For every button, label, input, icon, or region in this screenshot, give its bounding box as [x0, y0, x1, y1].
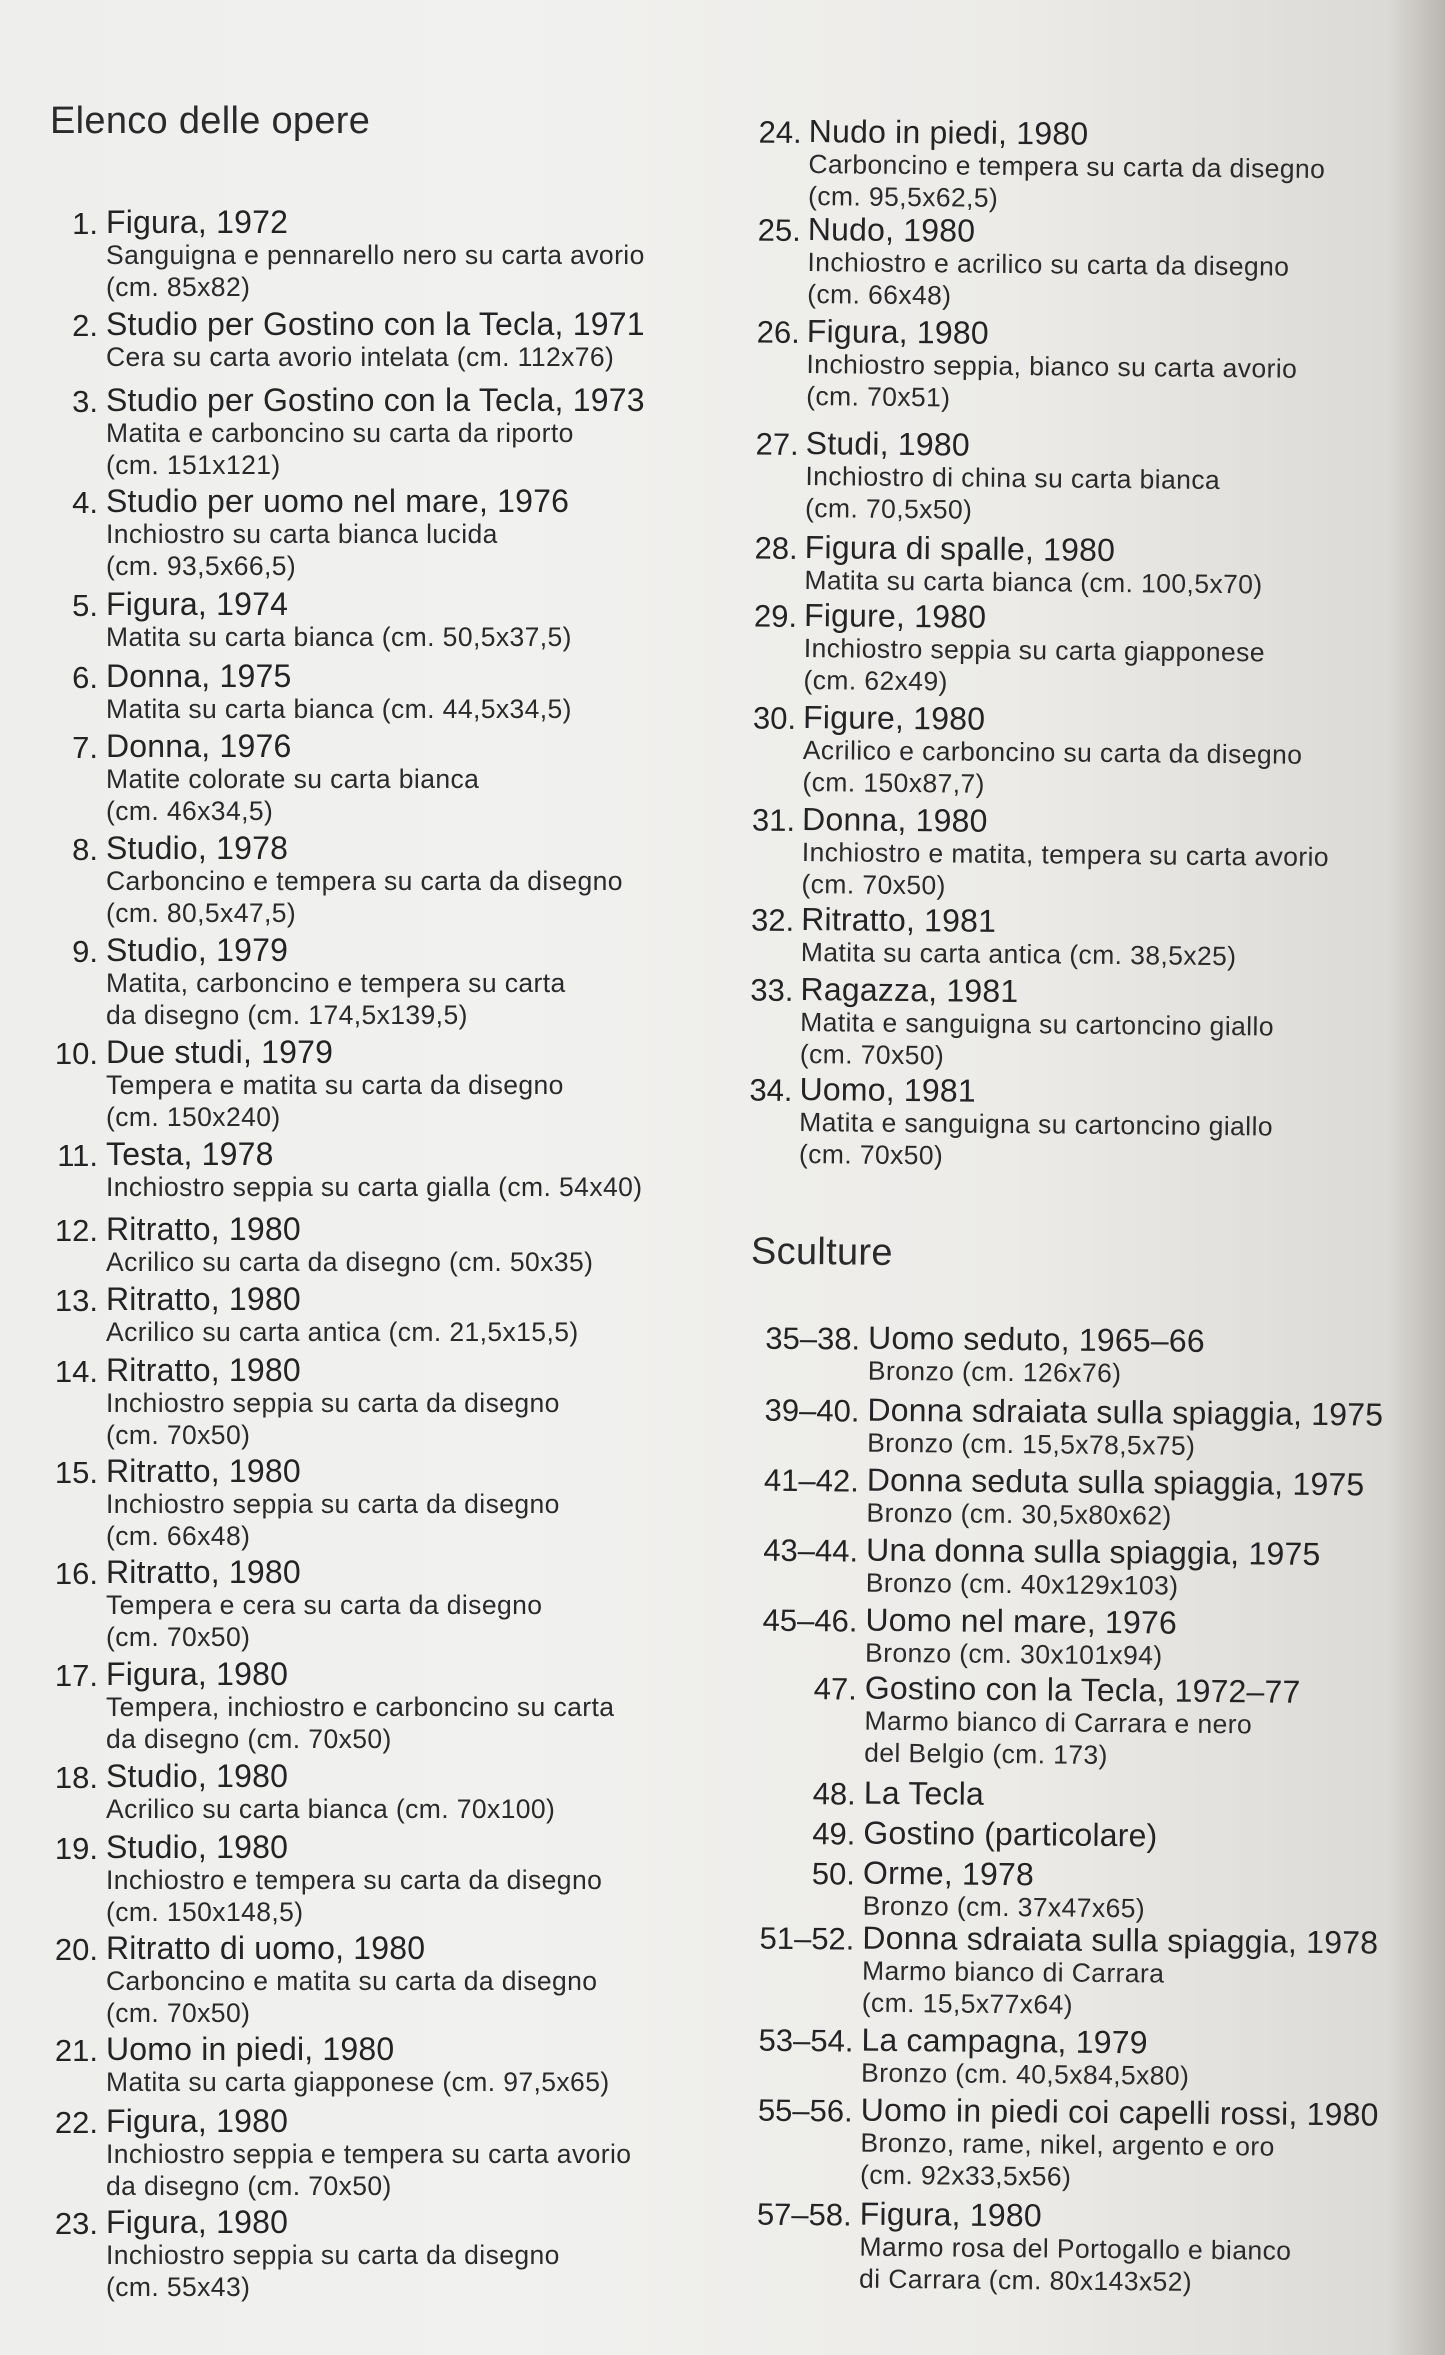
- entry-title: Uomo nel mare, 1976: [865, 1601, 1178, 1641]
- entry-title: Ritratto, 1980: [106, 1352, 301, 1388]
- description-line: Acrilico e carboncino su carta da disegno: [802, 735, 1303, 770]
- description-line: (cm. 150x148,5): [106, 1897, 304, 1927]
- entry-number: 31.: [751, 802, 796, 838]
- entry-number: 27.: [755, 426, 799, 462]
- description-line: Marmo bianco di Carrara e nero: [864, 1705, 1253, 1740]
- entry-description: [801, 936, 1237, 972]
- entry-number: 4.: [72, 485, 98, 520]
- entry-title: Figura, 1980: [106, 1656, 289, 1692]
- entry-number: 24.: [758, 114, 802, 150]
- description-line: Inchiostro seppia su carta giapponese: [803, 633, 1266, 668]
- entry-description: [808, 148, 1325, 217]
- entry-description: [801, 836, 1329, 905]
- works-list-continued: [700, 0, 1445, 1171]
- entry-title: Donna sdraiata sulla spiaggia, 1975: [867, 1391, 1384, 1433]
- entry-title: Figura di spalle, 1980: [804, 529, 1116, 569]
- entry-title: Ritratto, 1980: [106, 1281, 301, 1317]
- entry-title: Ritratto, 1980: [106, 1211, 301, 1247]
- description-line: (cm. 55x43): [106, 2272, 251, 2302]
- entry-description: [859, 2231, 1292, 2299]
- entry-number: 53–54.: [758, 2022, 854, 2059]
- description-line: Matita, carboncino e tempera su carta: [106, 968, 566, 998]
- description-line: (cm. 66x48): [807, 279, 952, 311]
- entry-number: 49.: [812, 1816, 856, 1852]
- description-line: Acrilico su carta antica (cm. 21,5x15,5): [106, 1317, 579, 1347]
- description-line: Matita su carta bianca (cm. 100,5x70): [804, 565, 1263, 600]
- entry-title: Figure, 1980: [802, 699, 986, 737]
- description-line: del Belgio (cm. 173): [864, 1737, 1108, 1770]
- entry-number: 10.: [54, 1036, 98, 1071]
- entry-title: Studio, 1980: [106, 1758, 289, 1794]
- entry-description: [106, 239, 645, 303]
- entry-number: 1.: [72, 206, 98, 241]
- entry-description: [106, 1488, 560, 1552]
- entry-title: Donna, 1975: [106, 658, 292, 694]
- entry-title: Uomo, 1981: [799, 1071, 977, 1109]
- description-line: Carboncino e tempera su carta da disegno: [808, 149, 1326, 185]
- entry-number: 34.: [749, 1072, 793, 1108]
- entry-description: [799, 1106, 1273, 1175]
- entry-description: [106, 518, 569, 582]
- entry-description: [807, 246, 1289, 315]
- entry-title: Studio per Gostino con la Tecla, 1973: [106, 382, 645, 418]
- description-line: da disegno (cm. 70x50): [106, 1724, 392, 1754]
- entry-description: [803, 632, 1265, 700]
- description-line: Inchiostro seppia su carta gialla (cm. 54x40): [106, 1172, 643, 1202]
- entry-number: 51–52.: [759, 1920, 855, 1957]
- entry-number: 6.: [72, 660, 98, 695]
- entry-description: [800, 1006, 1274, 1075]
- entry-title: La campagna, 1979: [861, 2021, 1148, 2061]
- entry-description: [106, 1387, 560, 1451]
- entry-number: 3.: [72, 384, 98, 419]
- entry-number: 57–58.: [756, 2196, 852, 2233]
- description-line: da disegno (cm. 174,5x139,5): [106, 1000, 468, 1030]
- entry-number: 32.: [750, 902, 795, 938]
- entry-number: 30.: [752, 700, 797, 736]
- entry-title: Studio, 1980: [106, 1829, 289, 1865]
- description-line: da disegno (cm. 70x50): [106, 2171, 392, 2201]
- entry-description: [106, 1589, 542, 1653]
- entry-number: 20.: [54, 1932, 98, 1967]
- entry-number: 41–42.: [763, 1462, 859, 1499]
- entry-description: [106, 621, 572, 653]
- entry-description: [802, 734, 1302, 803]
- entry-title: Gostino con la Tecla, 1972–77: [864, 1669, 1301, 1710]
- entry-description: [861, 2057, 1189, 2092]
- description-line: (cm. 70x50): [801, 869, 946, 901]
- description-line: Matita su carta bianca (cm. 44,5x34,5): [106, 694, 572, 724]
- entry-description: [106, 1171, 642, 1203]
- description-line: (cm. 66x48): [106, 1521, 251, 1551]
- entry-number: 2.: [72, 308, 98, 343]
- description-line: Inchiostro seppia e tempera su carta avorio: [106, 2139, 632, 2169]
- entry-number: 29.: [753, 598, 798, 634]
- description-line: (cm. 151x121): [106, 450, 281, 480]
- entry-description: [106, 1316, 579, 1348]
- entry-title: Figure, 1980: [803, 597, 987, 635]
- entry-description: [860, 2127, 1378, 2196]
- description-line: Bronzo, rame, nikel, argento e oro: [860, 2127, 1275, 2162]
- entry-description: [106, 865, 623, 929]
- description-line: (cm. 85x82): [106, 272, 251, 302]
- entry-number: 9.: [72, 934, 98, 969]
- entry-description: [866, 1497, 1364, 1534]
- description-line: Sanguigna e pennarello nero su carta avorio: [106, 240, 645, 270]
- entry-description: [106, 341, 645, 373]
- entry-title: Ritratto, 1980: [106, 1554, 301, 1590]
- entry-number: 22.: [54, 2105, 98, 2140]
- description-line: Bronzo (cm. 37x47x65): [862, 1890, 1146, 1924]
- entry-number: 11.: [57, 1138, 98, 1173]
- description-line: Carboncino e matita su carta da disegno: [106, 1966, 598, 1996]
- entry-number: 23.: [54, 2206, 98, 2241]
- entry-title: Donna sdraiata sulla spiaggia, 1978: [862, 1919, 1379, 1961]
- entry-title: Figura, 1980: [106, 2204, 289, 2240]
- entry-description: [804, 564, 1262, 600]
- entry-title: Gostino (particolare): [863, 1814, 1158, 1854]
- entry-title: Donna, 1976: [106, 728, 292, 764]
- entry-number: 47.: [813, 1671, 857, 1707]
- description-line: (cm. 15,5x77x64): [861, 1987, 1074, 2020]
- description-line: Acrilico su carta da disegno (cm. 50x35): [106, 1247, 594, 1277]
- description-line: Marmo rosa del Portogallo e bianco: [859, 2231, 1292, 2266]
- entry-title: Ritratto, 1980: [106, 1453, 301, 1489]
- description-line: (cm. 70x50): [799, 1039, 945, 1071]
- entry-title: Una donna sulla spiaggia, 1975: [865, 1531, 1321, 1573]
- description-line: Inchiostro seppia su carta da disegno: [106, 2240, 560, 2270]
- description-line: Inchiostro e tempera su carta da disegno: [106, 1865, 603, 1895]
- description-line: Tempera e cera su carta da disegno: [106, 1590, 543, 1620]
- entry-number: 16.: [54, 1556, 98, 1591]
- description-line: Cera su carta avorio intelata (cm. 112x76): [106, 342, 615, 372]
- entry-title: Nudo, 1980: [807, 211, 976, 249]
- entry-title: Figura, 1980: [859, 2195, 1043, 2234]
- entry-title: Nudo in piedi, 1980: [808, 113, 1089, 152]
- entry-title: Uomo in piedi coi capelli rossi, 1980: [860, 2091, 1379, 2133]
- description-line: Bronzo (cm. 15,5x78,5x75): [867, 1427, 1196, 1461]
- entry-title: Donna seduta sulla spiaggia, 1975: [866, 1461, 1365, 1503]
- entry-number: 8.: [72, 832, 98, 867]
- entry-title: Studio, 1978: [106, 830, 289, 866]
- entry-number: 25.: [757, 212, 801, 248]
- entry-description: [106, 417, 645, 481]
- entry-number: 48.: [812, 1776, 856, 1812]
- entry-title: Donna, 1980: [801, 801, 988, 839]
- entry-description: [868, 1355, 1205, 1390]
- description-line: (cm. 150x240): [106, 1102, 281, 1132]
- entry-title: Figura, 1974: [106, 586, 289, 622]
- entry-number: 21.: [54, 2033, 98, 2068]
- entry-description: [865, 1637, 1177, 1672]
- entry-number: 15.: [54, 1455, 98, 1490]
- entry-description: [106, 763, 479, 827]
- entry-number: 28.: [754, 530, 798, 566]
- description-line: (cm. 70x50): [106, 1420, 251, 1450]
- description-line: Matite colorate su carta bianca: [106, 764, 480, 794]
- description-line: Matita su carta bianca (cm. 50,5x37,5): [106, 622, 572, 652]
- description-line: Bronzo (cm. 126x76): [867, 1355, 1122, 1389]
- entry-title: Studio per uomo nel mare, 1976: [106, 483, 570, 519]
- description-line: Inchiostro di china su carta bianca: [805, 461, 1221, 496]
- entry-title: Studio, 1979: [106, 932, 289, 968]
- description-line: Bronzo (cm. 30,5x80x62): [866, 1497, 1172, 1531]
- description-line: di Carrara (cm. 80x143x52): [858, 2263, 1193, 2297]
- entry-number: 55–56.: [757, 2092, 853, 2129]
- description-line: Bronzo (cm. 40x129x103): [865, 1567, 1179, 1601]
- description-line: Tempera e matita su carta da disegno: [106, 1070, 564, 1100]
- entry-title: Ritratto, 1981: [801, 901, 997, 939]
- catalogue-heading: Elenco delle opere: [50, 100, 371, 142]
- entry-title: Figura, 1980: [106, 2103, 289, 2139]
- entry-title: Uomo in piedi, 1980: [106, 2031, 395, 2067]
- entry-description: [867, 1427, 1383, 1464]
- description-line: (cm. 62x49): [803, 665, 948, 697]
- entry-number: 5.: [72, 588, 98, 623]
- entry-title: Due studi, 1979: [106, 1034, 334, 1070]
- description-line: (cm. 93,5x66,5): [106, 551, 297, 581]
- description-line: Inchiostro e matita, tempera su carta avorio: [801, 837, 1330, 873]
- description-line: Acrilico su carta bianca (cm. 70x100): [106, 1794, 556, 1824]
- description-line: (cm. 95,5x62,5): [807, 181, 999, 213]
- entry-description: [106, 2066, 610, 2098]
- description-line: Tempera, inchiostro e carboncino su carta: [106, 1692, 615, 1722]
- entry-number: 17.: [54, 1658, 98, 1693]
- description-line: Carboncino e tempera su carta da disegno: [106, 866, 623, 896]
- description-line: Matita su carta antica (cm. 38,5x25): [800, 937, 1237, 972]
- entry-title: Figura, 1972: [106, 204, 289, 240]
- entry-description: [106, 693, 572, 725]
- entry-number: 39–40.: [764, 1392, 860, 1429]
- entry-title: Studio per Gostino con la Tecla, 1971: [106, 306, 645, 342]
- description-line: Matita e carboncino su carta da riporto: [106, 418, 574, 448]
- entry-description: [862, 1955, 1378, 2024]
- description-line: (cm. 70,5x50): [804, 493, 973, 525]
- entry-title: La Tecla: [863, 1774, 985, 1812]
- entry-description: [106, 1864, 602, 1928]
- entry-title: Figura, 1980: [806, 313, 990, 351]
- entry-description: [106, 1965, 597, 2029]
- entry-description: [106, 1069, 564, 1133]
- entry-title: Studi, 1980: [805, 425, 971, 463]
- description-line: Matita su carta giapponese (cm. 97,5x65): [106, 2067, 610, 2097]
- description-line: Inchiostro e acrilico su carta da disegno: [807, 247, 1290, 282]
- description-line: (cm. 46x34,5): [106, 796, 274, 826]
- entry-description: [805, 460, 1220, 528]
- entry-title: Uomo seduto, 1965–66: [867, 1319, 1206, 1359]
- entry-description: [106, 2138, 631, 2202]
- description-line: Inchiostro seppia, bianco su carta avorio: [806, 349, 1298, 384]
- description-line: (cm. 70x50): [798, 1139, 944, 1171]
- description-line: Inchiostro su carta bianca lucida: [106, 519, 498, 549]
- entry-number: 45–46.: [762, 1602, 858, 1639]
- entry-number: 7.: [72, 730, 98, 765]
- description-line: (cm. 150x87,7): [802, 767, 985, 799]
- description-line: (cm. 92x33,5x56): [859, 2159, 1072, 2192]
- entry-description: [106, 1793, 555, 1825]
- entry-number: 26.: [756, 314, 800, 350]
- description-line: (cm. 80,5x47,5): [106, 898, 297, 928]
- entry-title: Orme, 1978: [862, 1854, 1035, 1893]
- entry-number: 18.: [54, 1760, 98, 1795]
- right-column: [700, 0, 1445, 2297]
- description-line: Marmo bianco di Carrara: [861, 1955, 1165, 1989]
- description-line: Matita e sanguigna su cartoncino giallo: [799, 1107, 1274, 1142]
- entry-number: 13.: [54, 1283, 98, 1318]
- entry-description: [106, 1691, 614, 1755]
- description-line: Bronzo (cm. 40,5x84,5x80): [860, 2057, 1190, 2091]
- entry-number: 50.: [811, 1856, 856, 1892]
- entry-description: [106, 1246, 593, 1278]
- entry-number: 43–44.: [763, 1532, 859, 1569]
- entry-title: Testa, 1978: [106, 1136, 274, 1172]
- entry-number: 14.: [54, 1354, 98, 1389]
- entry-description: [806, 348, 1297, 417]
- entry-number: 33.: [750, 972, 794, 1008]
- description-line: Matita e sanguigna su cartoncino giallo: [800, 1007, 1275, 1042]
- entry-number: 12.: [54, 1213, 98, 1248]
- entry-description: [866, 1567, 1321, 1603]
- description-line: (cm. 70x51): [806, 381, 951, 413]
- description-line: Bronzo (cm. 30x101x94): [864, 1637, 1163, 1671]
- entry-description: [106, 967, 566, 1031]
- entry-description: [106, 2239, 560, 2303]
- description-line: Inchiostro seppia su carta da disegno: [106, 1489, 560, 1519]
- description-line: (cm. 70x50): [106, 1998, 251, 2028]
- description-line: (cm. 70x50): [106, 1622, 251, 1652]
- entry-description: [864, 1705, 1300, 1773]
- entry-number: 35–38.: [765, 1320, 861, 1357]
- entry-title: Ritratto di uomo, 1980: [106, 1930, 426, 1966]
- description-line: Inchiostro seppia su carta da disegno: [106, 1388, 560, 1418]
- entry-title: Ragazza, 1981: [800, 971, 1019, 1010]
- sculpture-heading: Sculture: [750, 1230, 893, 1274]
- entry-number: 19.: [54, 1831, 98, 1866]
